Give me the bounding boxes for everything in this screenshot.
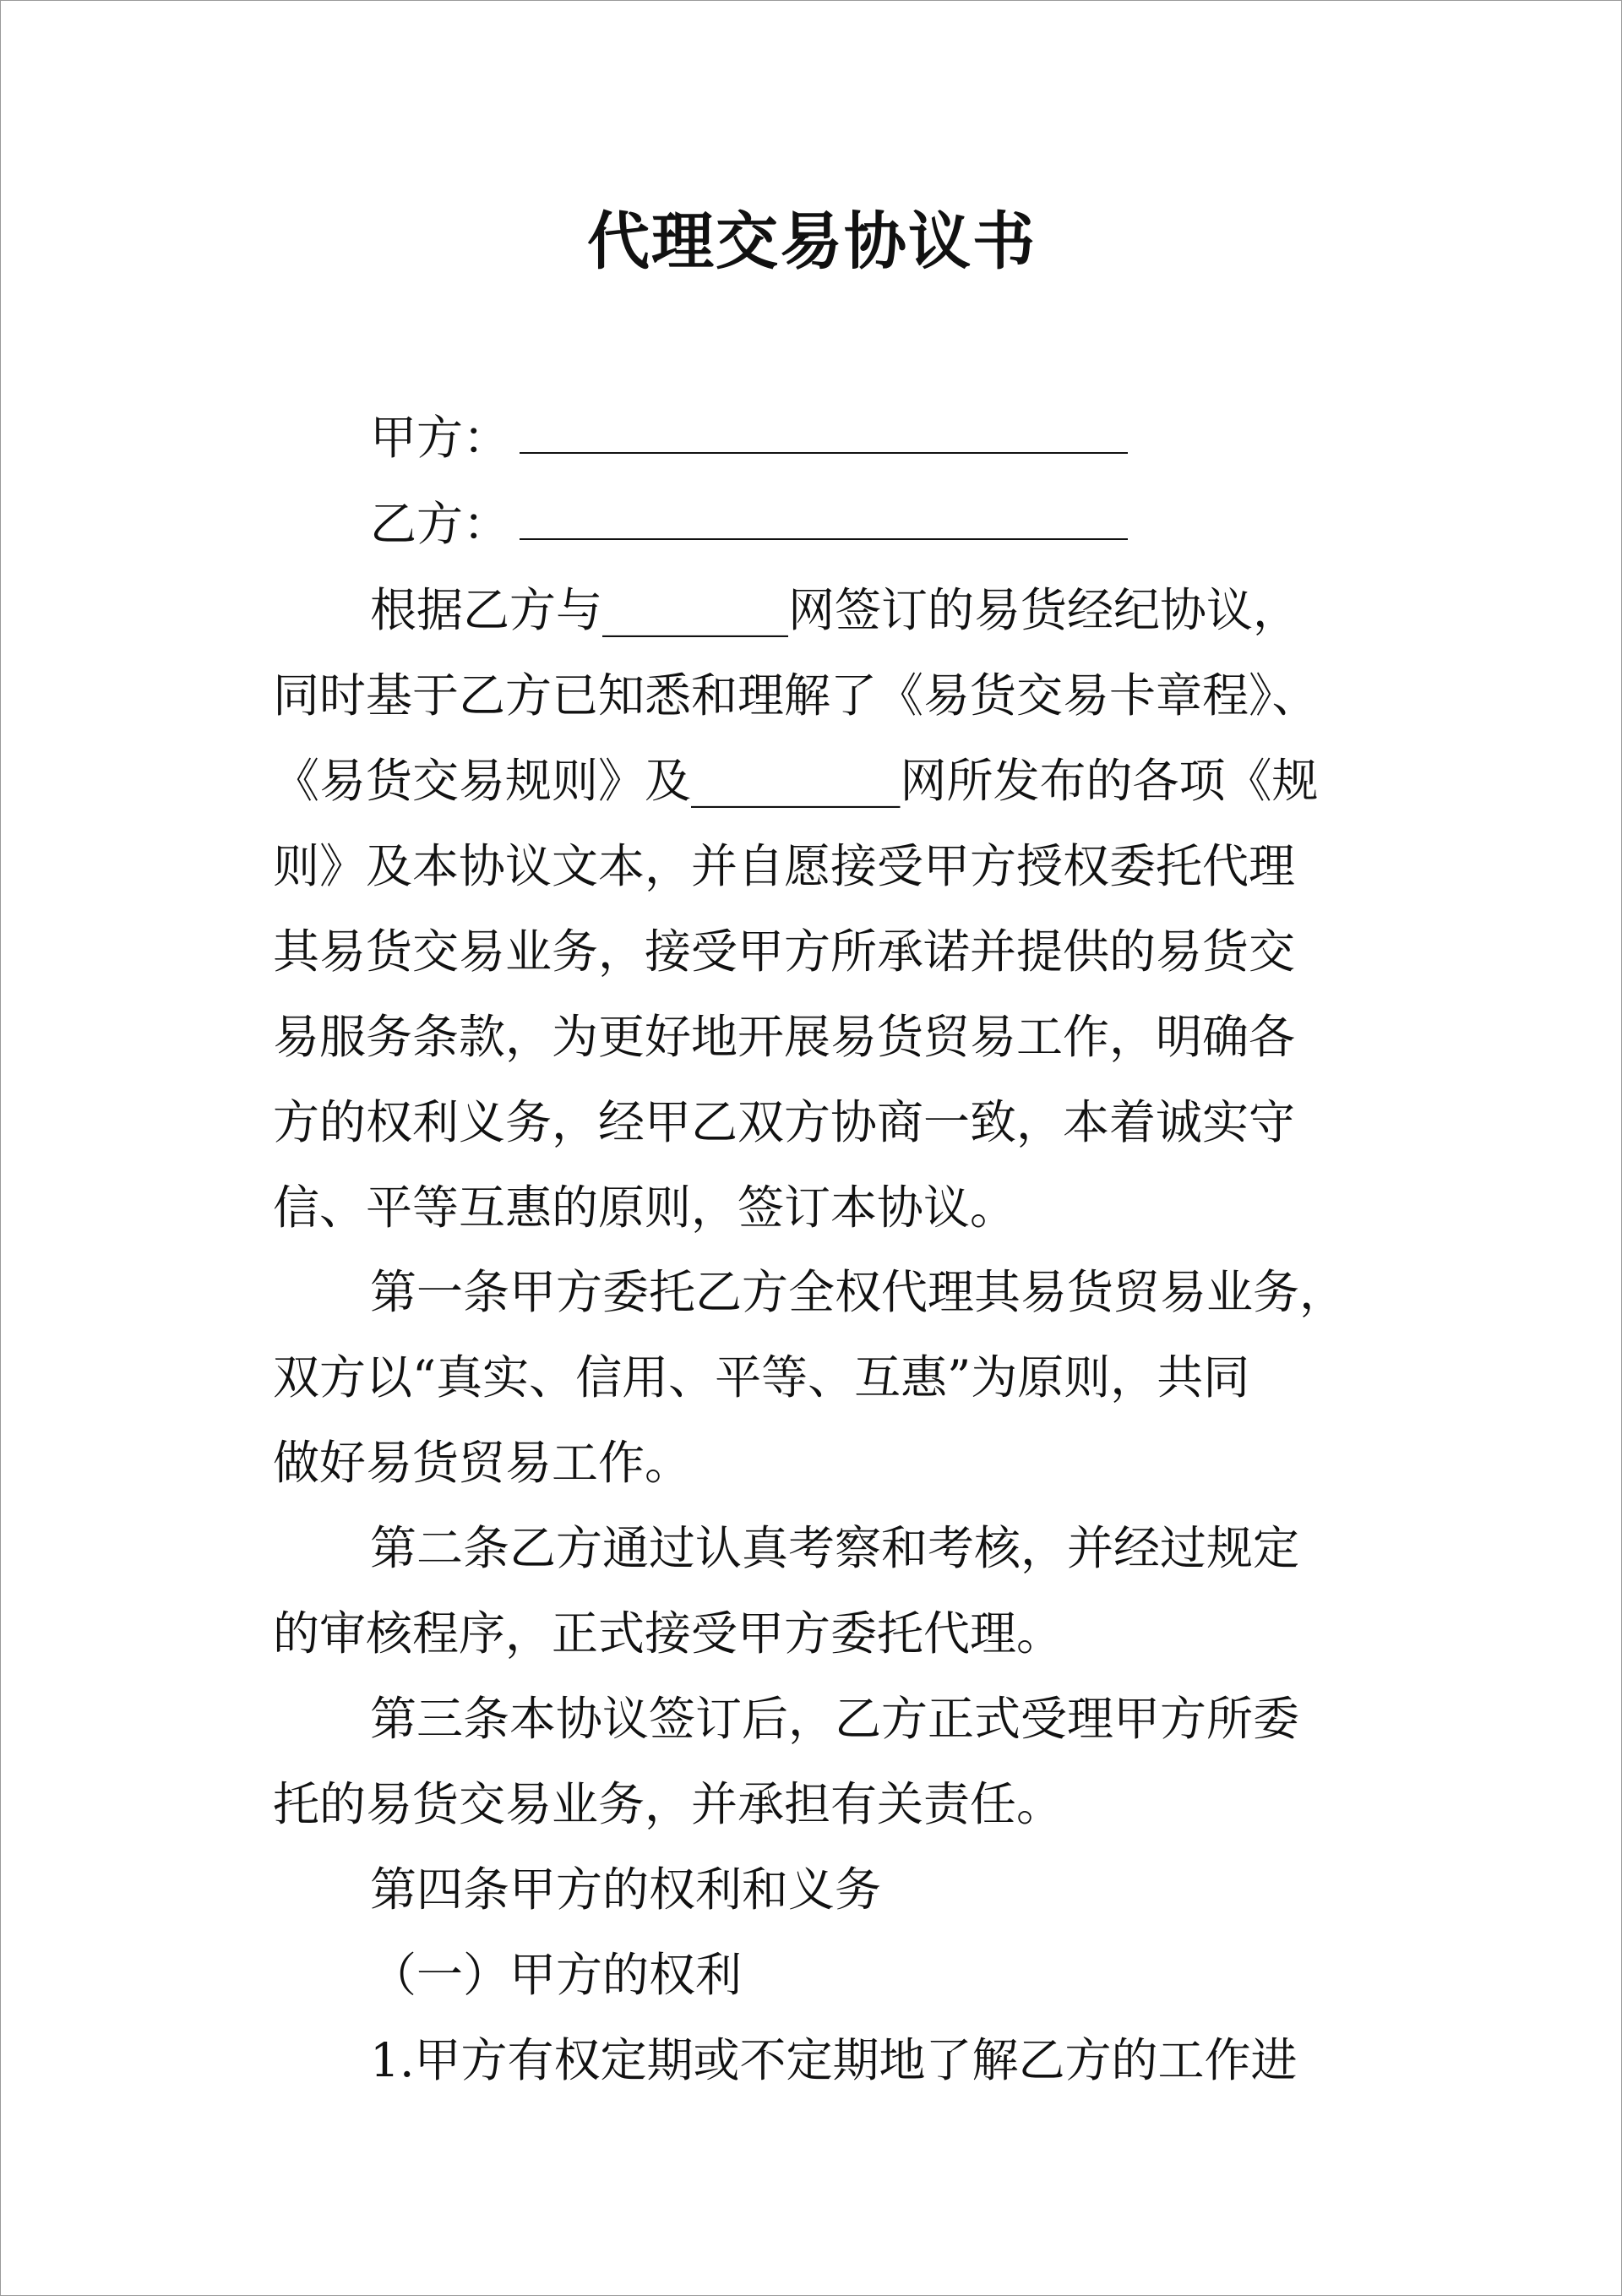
article-2-line: 第二条乙方通过认真考察和考核，并经过规定 [370, 1521, 1300, 1575]
document-title: 代理交易协议书 [587, 205, 1037, 278]
body-line: 《易货交易规则》及_________网所发布的各项《规 [273, 754, 1319, 808]
party-b-row [370, 494, 1128, 554]
party-a-label: 甲方： [370, 411, 510, 465]
body-line: 双方以“真实、信用、平等、互惠”为原则，共同 [273, 1350, 1250, 1404]
clause-1-line: 1.甲方有权定期或不定期地了解乙方的工作进 [370, 2033, 1298, 2087]
body-line: 的审核程序，正式接受甲方委托代理。 [273, 1606, 1064, 1661]
body-line: 方的权利义务，经甲乙双方协商一致，本着诚实守 [273, 1095, 1296, 1149]
article-1-line: 第一条甲方委托乙方全权代理其易货贸易业务， [370, 1265, 1347, 1319]
party-a-blank [520, 412, 1128, 454]
body-line: 根据乙方与________网签订的易货经纪协议， [370, 583, 1300, 637]
party-a-row [370, 408, 1128, 467]
body-line: 托的易货交易业务，并承担有关责任。 [273, 1777, 1064, 1831]
body-line: 做好易货贸易工作。 [273, 1436, 692, 1490]
party-b-blank [520, 498, 1128, 540]
party-b-label: 乙方： [370, 497, 510, 551]
subsection-heading: （一）甲方的权利 [370, 1948, 743, 2002]
body-line: 其易货交易业务，接受甲方所承诺并提供的易货交 [273, 924, 1296, 979]
article-3-line: 第三条本协议签订后，乙方正式受理甲方所委 [370, 1692, 1300, 1746]
body-line: 同时基于乙方已知悉和理解了《易货交易卡章程》、 [273, 668, 1319, 723]
body-line: 则》及本协议文本，并自愿接受甲方授权委托代理 [273, 839, 1296, 893]
body-line: 信、平等互惠的原则，签订本协议。 [273, 1181, 1017, 1235]
article-4-heading: 第四条甲方的权利和义务 [370, 1862, 882, 1917]
body-line: 易服务条款，为更好地开展易货贸易工作，明确各 [273, 1010, 1296, 1064]
